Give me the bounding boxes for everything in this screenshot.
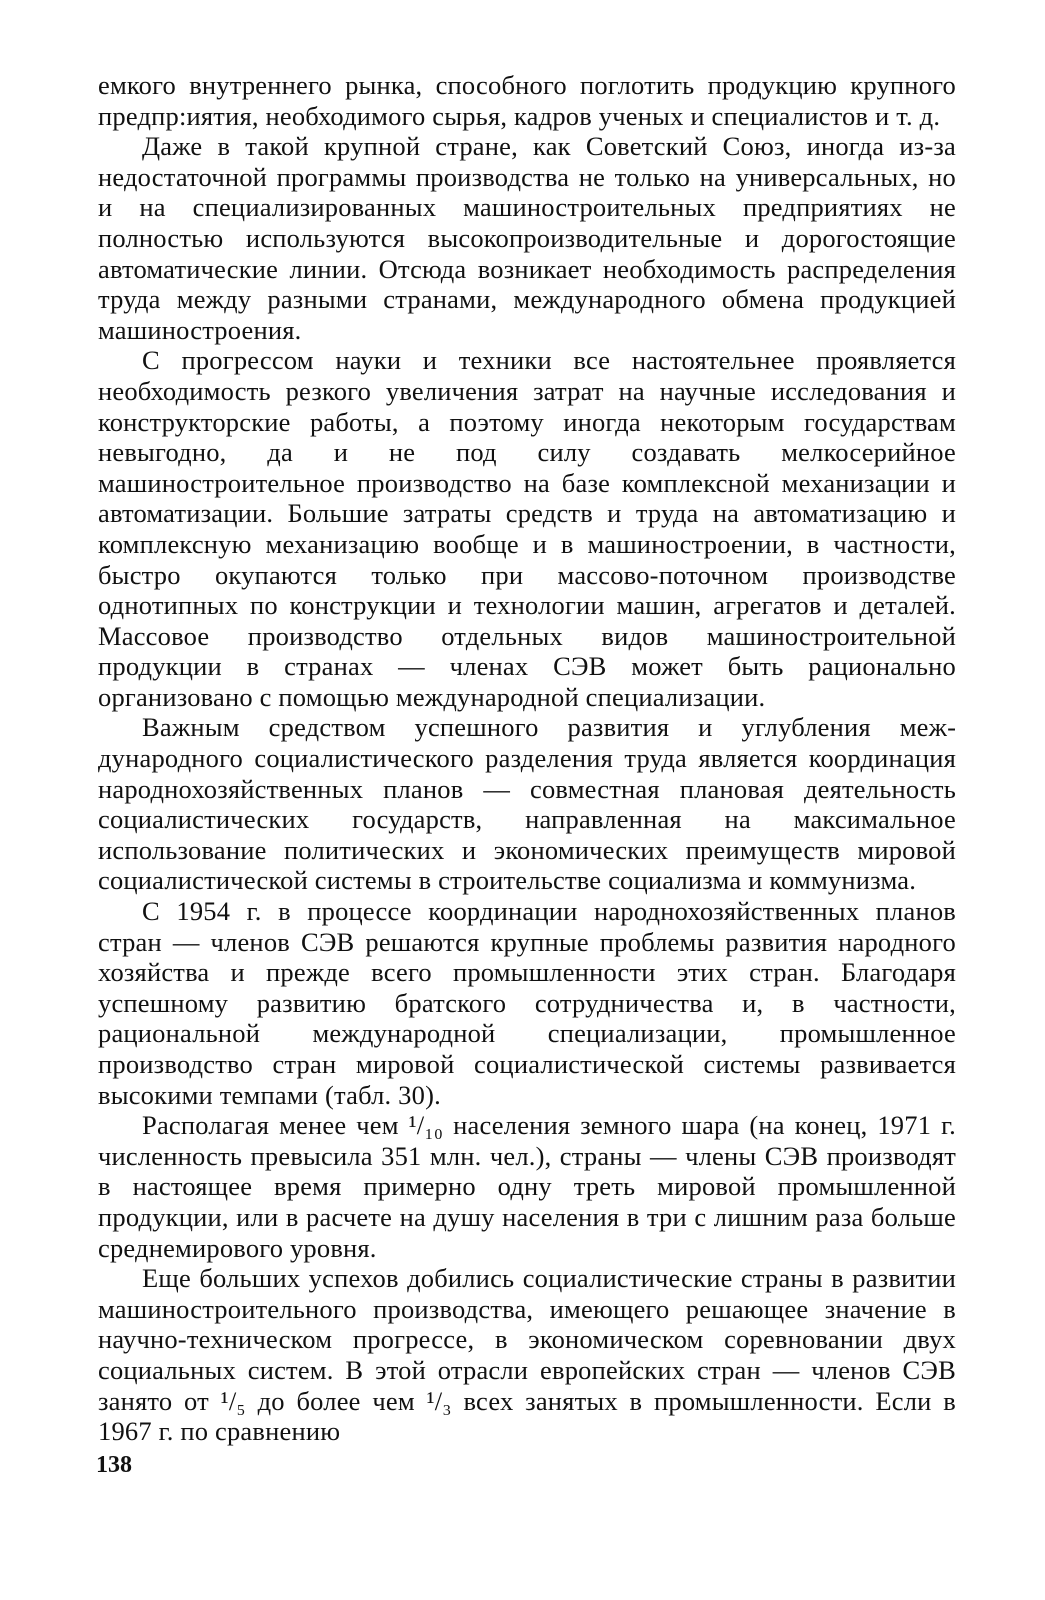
paragraph-4: Важным средством успешного развития и углубления международного социалистического разделения труда является координация народнохозяйственных планов — совместная плановая деятельность социалистических государств, направленная на максимальное использование политических и экономических преимуществ мировой социалистической системы в строительстве социализма и коммунизма. — [98, 712, 956, 896]
page-number: 138 — [96, 1452, 132, 1478]
paragraph-7: Еще больших успехов добились социалистические страны в развитии машиностроительного производства, имеющего решающее значение в научно-техническом прогрессе, в экономическом соревновании двух социальных систем. В этой отрасли европейских стран — членов СЭВ занято от ¹/₅ до более чем ¹/₃ всех занятых в промышленности. Если в 1967 г. по сравнению — [98, 1263, 956, 1447]
paragraph-1: емкого внутреннего рынка, способного поглотить продукцию крупного предпр:иятия, необходимого сырья, кадров ученых и специалистов и т. д. — [98, 70, 956, 131]
paragraph-5: С 1954 г. в процессе координации народнохозяйственных планов стран — членов СЭВ решаются крупные проблемы развития народного хозяйства и прежде всего промышленности этих стран. Благодаря успешному развитию братского сотрудничества и, в частности, рациональной международной специализации, промышленное производство стран мировой социалистической системы развивается высокими темпами (табл. 30). — [98, 896, 956, 1110]
page-text-body — [98, 70, 956, 1447]
paragraph-2: Даже в такой крупной стране, как Советский Союз, иногда из-за недостаточной программы производства не только на универсальных, но и на специализированных машиностроительных предприятиях не полностью используются высокопроизводительные и дорогостоящие автоматические линии. Отсюда возникает необходимость распределения труда между разными странами, международного обмена продукцией машиностроения. — [98, 131, 956, 345]
paragraph-3: С прогрессом науки и техники все настоятельнее проявляется необходимость резкого увеличения затрат на научные исследования и конструкторские работы, а поэтому иногда некоторым государствам невыгодно, да и не под силу создавать мелкосерийное машиностроительное производство на базе комплексной механизации и автоматизации. Большие затраты средств и труда на автоматизацию и комплексную механизацию вообще и в машиностроении, в частности, быстро окупаются только при массово-поточном производстве однотипных по конструкции и технологии машин, агрегатов и деталей. Массовое производство отдельных видов машиностроительной продукции в странах — членах СЭВ может быть рационально организовано с помощью международной специализации. — [98, 345, 956, 712]
paragraph-6: Располагая менее чем ¹/₁₀ населения земного шара (на конец, 1971 г. численность превысила 351 млн. чел.), страны — члены СЭВ производят в настоящее время примерно одну треть мировой промышленной продукции, или в расчете на душу населения в три с лишним раза больше среднемирового уровня. — [98, 1110, 956, 1263]
